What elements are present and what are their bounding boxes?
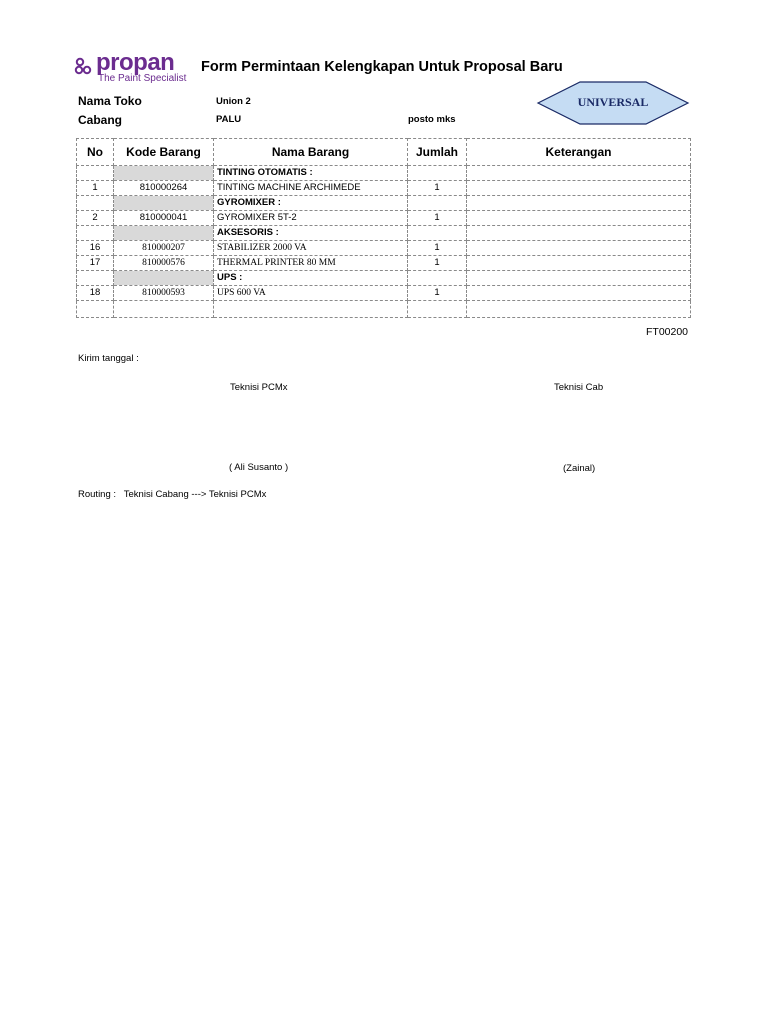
form-code: FT00200 bbox=[646, 326, 689, 338]
table-row bbox=[77, 256, 691, 271]
row-jumlah bbox=[408, 226, 467, 241]
row-no: 2 bbox=[77, 211, 114, 226]
signature-right-title: Teknisi Cab bbox=[554, 382, 604, 393]
category-row bbox=[77, 196, 691, 211]
row-kode bbox=[114, 226, 214, 241]
row-kode bbox=[114, 271, 214, 286]
row-keterangan bbox=[467, 256, 691, 271]
row-no: 16 bbox=[77, 241, 114, 256]
table-row bbox=[77, 301, 691, 318]
row-keterangan bbox=[467, 196, 691, 211]
logo-brand: propan bbox=[96, 49, 175, 76]
row-jumlah: 1 bbox=[408, 181, 467, 196]
row-jumlah: 1 bbox=[408, 286, 467, 301]
row-keterangan bbox=[467, 301, 691, 318]
propan-logo-icon bbox=[74, 56, 94, 76]
nama-toko-label: Nama Toko bbox=[78, 94, 142, 108]
col-kode: Kode Barang bbox=[114, 139, 214, 166]
row-keterangan bbox=[467, 166, 691, 181]
row-keterangan bbox=[467, 181, 691, 196]
row-jumlah bbox=[408, 271, 467, 286]
signature-left-title: Teknisi PCMx bbox=[230, 382, 288, 393]
row-kode: 810000576 bbox=[114, 256, 214, 271]
col-keterangan: Keterangan bbox=[467, 139, 691, 166]
row-no bbox=[77, 271, 114, 286]
row-nama bbox=[214, 301, 408, 318]
row-nama: TINTING OTOMATIS : bbox=[214, 166, 408, 181]
row-jumlah: 1 bbox=[408, 241, 467, 256]
signature-left-name: ( Ali Susanto ) bbox=[229, 462, 289, 473]
category-row bbox=[77, 166, 691, 181]
row-nama: UPS : bbox=[214, 271, 408, 286]
row-kode: 810000264 bbox=[114, 181, 214, 196]
posto-text: posto mks bbox=[408, 114, 456, 125]
row-no: 17 bbox=[77, 256, 114, 271]
row-nama: THERMAL PRINTER 80 MM bbox=[214, 256, 408, 271]
row-keterangan bbox=[467, 226, 691, 241]
table-row bbox=[77, 241, 691, 256]
logo-tagline: The Paint Specialist bbox=[98, 73, 187, 84]
signature-right-name: (Zainal) bbox=[563, 463, 596, 474]
row-nama: GYROMIXER : bbox=[214, 196, 408, 211]
col-no: No bbox=[77, 139, 114, 166]
row-keterangan bbox=[467, 271, 691, 286]
row-nama: GYROMIXER 5T-2 bbox=[214, 211, 408, 226]
row-jumlah bbox=[408, 166, 467, 181]
kirim-tanggal-label: Kirim tanggal : bbox=[78, 353, 139, 364]
row-keterangan bbox=[467, 241, 691, 256]
col-jumlah: Jumlah bbox=[408, 139, 467, 166]
row-kode bbox=[114, 166, 214, 181]
row-no bbox=[77, 226, 114, 241]
row-kode: 810000593 bbox=[114, 286, 214, 301]
page-title: Form Permintaan Kelengkapan Untuk Proposal Baru bbox=[201, 59, 563, 75]
row-no bbox=[77, 301, 114, 318]
row-nama: AKSESORIS : bbox=[214, 226, 408, 241]
col-nama: Nama Barang bbox=[214, 139, 408, 166]
row-nama: TINTING MACHINE ARCHIMEDE bbox=[214, 181, 408, 196]
row-nama: UPS 600 VA bbox=[214, 286, 408, 301]
row-no bbox=[77, 166, 114, 181]
row-kode bbox=[114, 196, 214, 211]
row-no: 18 bbox=[77, 286, 114, 301]
row-no bbox=[77, 196, 114, 211]
row-nama: STABILIZER 2000 VA bbox=[214, 241, 408, 256]
category-row bbox=[77, 271, 691, 286]
row-jumlah: 1 bbox=[408, 256, 467, 271]
table-row bbox=[77, 286, 691, 301]
row-keterangan bbox=[467, 286, 691, 301]
row-jumlah: 1 bbox=[408, 211, 467, 226]
cabang-value: PALU bbox=[216, 114, 242, 125]
table-row bbox=[77, 211, 691, 226]
universal-badge-label: UNIVERSAL bbox=[577, 95, 649, 109]
cabang-label: Cabang bbox=[78, 113, 123, 127]
row-kode bbox=[114, 301, 214, 318]
row-kode: 810000207 bbox=[114, 241, 214, 256]
row-kode: 810000041 bbox=[114, 211, 214, 226]
nama-toko-value: Union 2 bbox=[216, 96, 251, 107]
category-row bbox=[77, 226, 691, 241]
routing-text: Routing : Teknisi Cabang ---> Teknisi PCMx bbox=[78, 489, 267, 500]
items-table bbox=[76, 138, 691, 318]
row-jumlah bbox=[408, 196, 467, 211]
table-header-row bbox=[77, 139, 691, 166]
row-no: 1 bbox=[77, 181, 114, 196]
row-jumlah bbox=[408, 301, 467, 318]
table-row bbox=[77, 181, 691, 196]
row-keterangan bbox=[467, 211, 691, 226]
